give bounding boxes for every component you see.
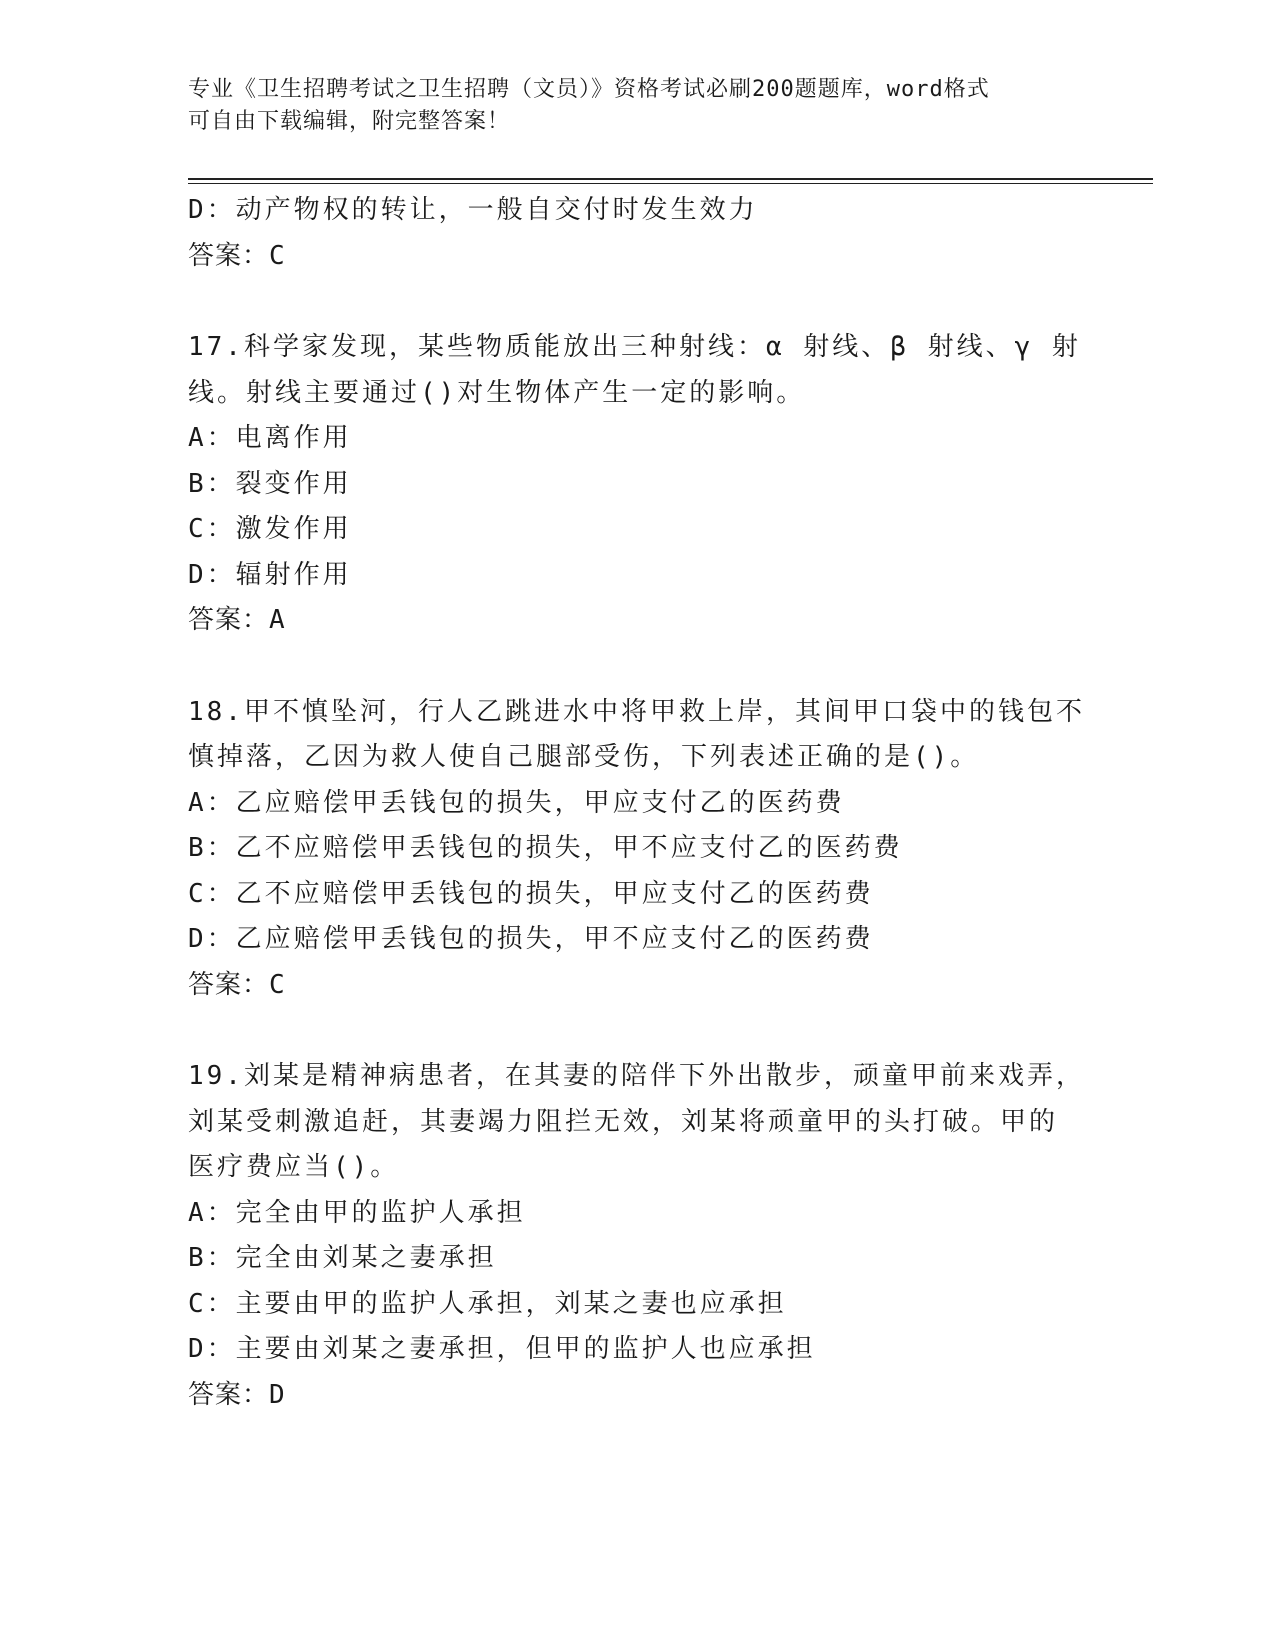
option-d: D：主要由刘某之妻承担，但甲的监护人也应承担 [188, 1334, 816, 1364]
document-body [188, 188, 1088, 1418]
option-d: D：动产物权的转让，一般自交付时发生效力 [188, 195, 758, 225]
option-a: A：完全由甲的监护人承担 [188, 1197, 526, 1228]
question-18 [188, 690, 1088, 1009]
option-b: B：裂变作用 [188, 468, 352, 499]
header-divider-thin [188, 183, 1153, 184]
option-d: D：乙应赔偿甲丢钱包的损失，甲不应支付乙的医药费 [188, 924, 874, 954]
option-c: C：主要由甲的监护人承担，刘某之妻也应承担 [188, 1288, 787, 1319]
question-stem: 17.科学家发现，某些物质能放出三种射线：α 射线、β 射线、γ 射 [188, 332, 1081, 362]
option-b: B：完全由刘某之妻承担 [188, 1243, 497, 1273]
question-stem: 慎掉落，乙因为救人使自己腿部受伤，下列表述正确的是()。 [188, 742, 980, 772]
answer: 答案：C [188, 240, 286, 271]
option-d: D：辐射作用 [188, 559, 352, 590]
question-stem: 医疗费应当()。 [188, 1152, 400, 1182]
prev-question [188, 188, 1088, 279]
question-stem: 18.甲不慎坠河，行人乙跳进水中将甲救上岸，其间甲口袋中的钱包不 [188, 696, 1085, 727]
option-c: C：乙不应赔偿甲丢钱包的损失，甲应支付乙的医药费 [188, 878, 874, 909]
answer: 答案：C [188, 969, 286, 1000]
page-header [188, 74, 1088, 138]
question-stem: 19.刘某是精神病患者，在其妻的陪伴下外出散步，顽童甲前来戏弄， [188, 1061, 1085, 1091]
question-17 [188, 325, 1088, 644]
question-stem: 刘某受刺激追赶，其妻竭力阻拦无效，刘某将顽童甲的头打破。甲的 [188, 1106, 1059, 1137]
option-a: A：电离作用 [188, 423, 352, 453]
header-line-2: 可自由下载编辑，附完整答案！ [188, 109, 511, 134]
option-a: A：乙应赔偿甲丢钱包的损失，甲应支付乙的医药费 [188, 787, 845, 818]
header-divider-thick [188, 178, 1153, 180]
option-c: C：激发作用 [188, 514, 352, 544]
answer: 答案：D [188, 1379, 286, 1410]
header-line-1: 专业《卫生招聘考试之卫生招聘（文员）》资格考试必刷200题题库，word格式 [188, 77, 990, 102]
question-19 [188, 1054, 1088, 1418]
answer: 答案：A [188, 605, 286, 635]
option-b: B：乙不应赔偿甲丢钱包的损失，甲不应支付乙的医药费 [188, 833, 903, 863]
question-stem: 线。射线主要通过()对生物体产生一定的影响。 [188, 377, 806, 408]
